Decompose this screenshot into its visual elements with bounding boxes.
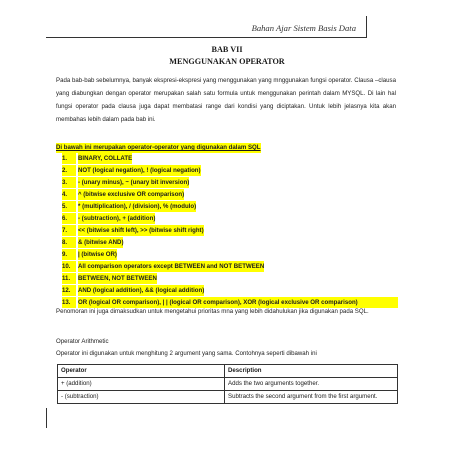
list-item-number: 8. — [62, 237, 76, 248]
arithmetic-operator-table — [57, 364, 398, 404]
list-item-text: OR (logical OR comparison), | | (logical OR comparison), XOR (logical exclusive OR comparison) — [78, 297, 398, 308]
list-item — [56, 165, 398, 176]
table-cell: Subtracts the second argument from the first argument. — [225, 391, 398, 404]
list-item-number: 9. — [62, 249, 76, 260]
list-item-number: 1. — [62, 153, 76, 164]
table-row — [58, 391, 398, 404]
list-item-text: - (subtraction), + (addition) — [78, 215, 156, 222]
list-item — [56, 225, 398, 236]
chapter-title: MENGGUNAKAN OPERATOR — [169, 57, 285, 66]
table-cell: - (subtraction) — [58, 391, 225, 404]
list-item-number: 2. — [62, 165, 76, 176]
list-item-text: BINARY, COLLATE — [78, 155, 133, 162]
list-item — [56, 201, 398, 212]
table-header-cell: Operator — [58, 365, 225, 378]
table-row — [58, 378, 398, 391]
table-header-row — [58, 365, 398, 378]
list-item-text: All comparison operators except BETWEEN and NOT BETWEEN — [78, 263, 265, 270]
list-item-number: 7. — [62, 225, 76, 236]
header-rule — [46, 37, 367, 38]
table-cell: + (addition) — [58, 378, 225, 391]
running-header: Bahan Ajar Sistem Basis Data — [251, 23, 356, 33]
section-title: Operator Arithmetic — [56, 338, 109, 345]
header-divider — [366, 16, 367, 38]
table-header-cell: Description — [225, 365, 398, 378]
list-item — [56, 285, 398, 296]
list-item-text: << (bitwise shift left), >> (bitwise shift right) — [78, 227, 204, 234]
list-item — [56, 177, 398, 188]
list-item-number: 6. — [62, 213, 76, 224]
list-item — [56, 153, 398, 164]
list-item-text: BETWEEN, NOT BETWEEN — [78, 275, 157, 282]
list-item-text: & (bitwise AND) — [78, 239, 124, 246]
list-item-text: AND (logical addition), && (logical addition) — [78, 287, 205, 294]
list-item — [56, 249, 398, 260]
list-item-number: 11. — [62, 273, 76, 284]
table-cell: Adds the two arguments together. — [225, 378, 398, 391]
list-intro: Di bawah ini merupakan operator-operator yang digunakan dalam SQL — [56, 144, 261, 151]
list-item-number: 13. — [62, 297, 76, 308]
list-item — [56, 213, 398, 224]
list-item — [56, 237, 398, 248]
list-item-text: ^ (bitwise exclusive OR comparison) — [78, 191, 185, 198]
list-item-text: - (unary minus), ~ (unary bit inversion) — [78, 179, 190, 186]
list-item-number: 4. — [62, 189, 76, 200]
list-item — [56, 261, 398, 272]
list-item-text: | (bitwise OR) — [78, 251, 117, 258]
list-item-number: 3. — [62, 177, 76, 188]
list-item-number: 10. — [62, 261, 76, 272]
intro-paragraph: Pada bab-bab sebelumnya, banyak ekspresi-ekspresi yang menggunakan yang mnggunakan fungsi operator. Clausa –clausa yang diabungkan dengan operator merupakan salah satu formula untuk menggunakan perintah dalam MYSQL. Di lain hal fungsi operator pada clausa juga dapat membatasi range dari kondisi yang diciptakan. Untuk lebih jelasnya kita akan membahas lebih dalam pada bab ini. — [56, 77, 396, 123]
list-item — [56, 273, 398, 284]
precedence-paragraph: Penomoran ini juga dimaksudkan untuk mengetahui prioritas mna yang lebih didahulukan jika digunakan pada SQL. — [56, 308, 369, 315]
list-item-text: * (multiplication), / (division), % (modulo) — [78, 203, 197, 210]
list-item-number: 12. — [62, 285, 76, 296]
margin-rule — [46, 408, 47, 428]
list-item-number: 5. — [62, 201, 76, 212]
section-intro: Operator ini digunakan untuk menghitung 2 argument yang sama. Contohnya seperti dibawah ini — [56, 350, 317, 357]
chapter-label: BAB VII — [211, 45, 243, 54]
list-item — [56, 189, 398, 200]
list-item-text: NOT (logical negation), ! (logical negation) — [78, 167, 201, 174]
